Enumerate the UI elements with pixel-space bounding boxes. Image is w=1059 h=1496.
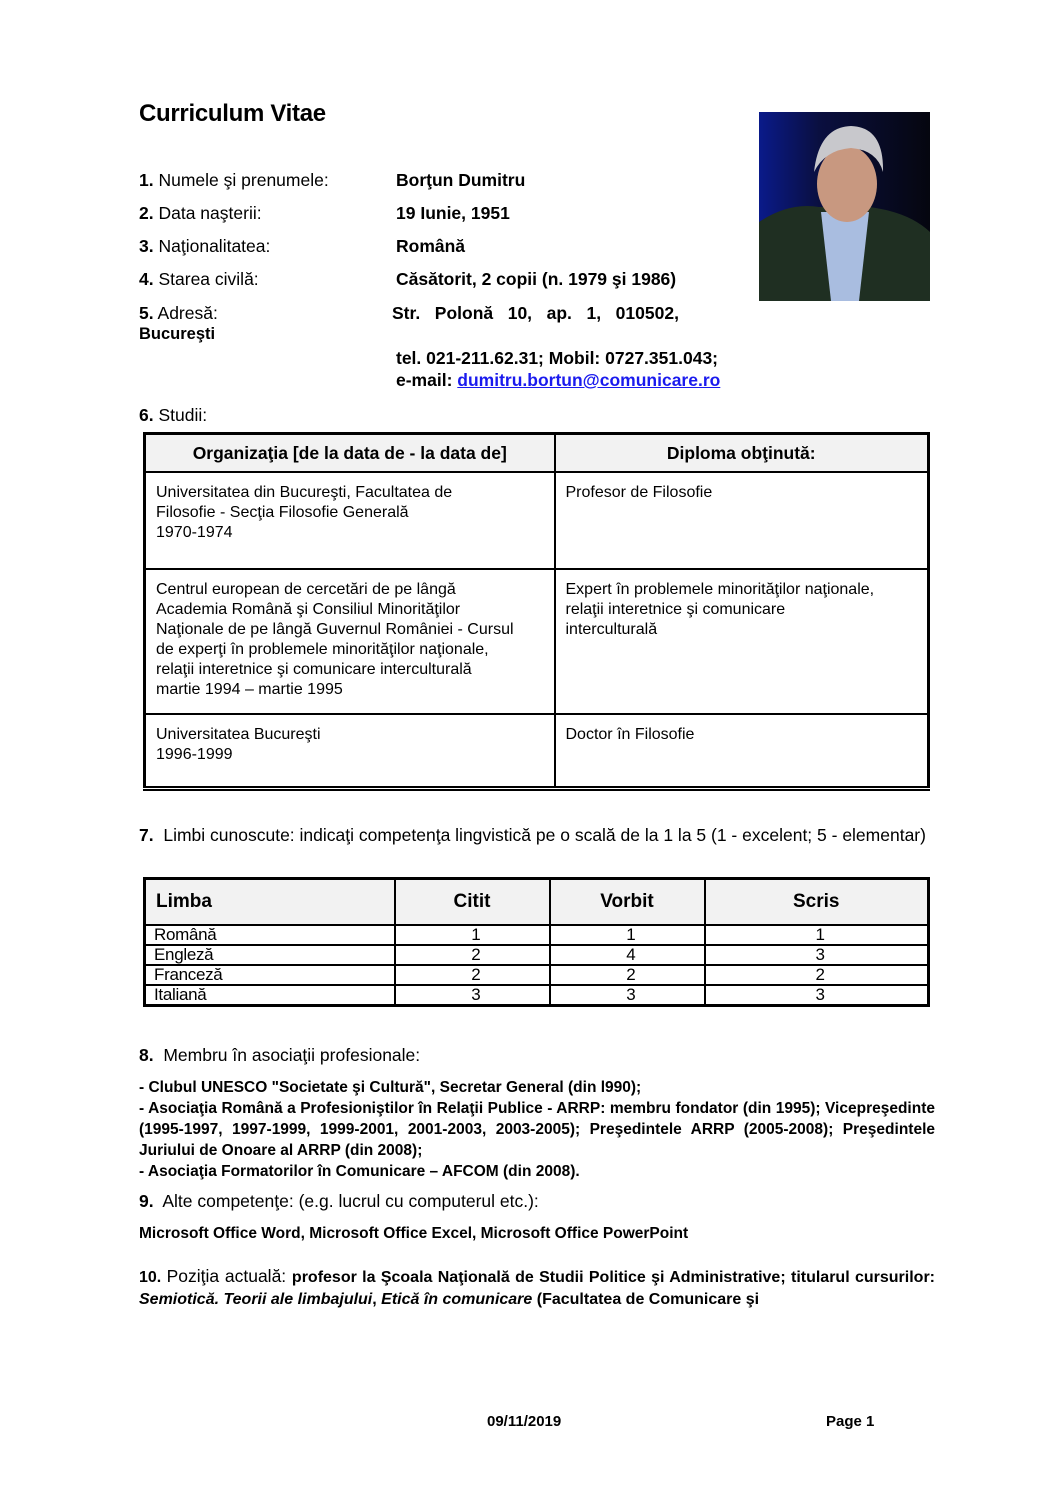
field-nationality-value: Română (396, 236, 466, 256)
language-name: Franceză (145, 965, 395, 985)
languages-header-spoken: Vorbit (550, 879, 705, 926)
association-item: - Asociaţia Română a Profesioniştilor în Relaţii Publice - ARRP: membru fondator (din 1995); Vicepreşedinte (1995-1997, 1997-1999, 1999-2001, 2001-2003, 2003-2005); Preşedintele ARRP (2005-2008); Preşedintele Juriului de Onoare al ARRP (din 2008); (139, 1100, 935, 1159)
studies-org-cell: Centrul european de cercetări de pe lângă Academia Română şi Consiliul Minorităţilor Naţionale de pe lângă Guvernul României - Cursul de experţi în problemele minorităţilor naţionale, relaţii interetnice şi comunicare interculturală martie 1994 – martie 1995 (145, 569, 555, 714)
portrait-image (759, 112, 930, 301)
languages-header-language: Limba (145, 879, 395, 926)
studies-table (143, 432, 930, 791)
studies-header-org: Organizaţia [de la data de - la data de] (145, 434, 555, 473)
section-associations-heading: 8. Membru în asociaţii profesionale: (139, 1045, 421, 1065)
table-row (145, 472, 929, 569)
field-address-label: 5. Adresă: (139, 303, 218, 323)
studies-header-diploma: Diploma obţinută: (555, 434, 929, 473)
studies-diploma-cell: Profesor de Filosofie (555, 472, 929, 569)
language-spoken: 1 (550, 925, 705, 945)
studies-header-row (145, 434, 929, 473)
field-birthdate-value: 19 Iunie, 1951 (396, 203, 510, 223)
footer-page-number: Page 1 (826, 1413, 875, 1430)
field-address-line: Str. Polonă 10, ap. 1, 010502, (392, 303, 679, 323)
languages-header-written: Scris (705, 879, 929, 926)
field-email: e-mail: dumitru.bortun@comunicare.ro (396, 370, 721, 390)
field-name-value: Borţun Dumitru (396, 170, 526, 190)
profile-photo (759, 112, 930, 301)
field-name-label: 1. Numele şi prenumele: (139, 170, 329, 190)
languages-table (143, 877, 930, 1007)
footer-date: 09/11/2019 (487, 1413, 562, 1430)
email-link[interactable]: dumitru.bortun@comunicare.ro (457, 370, 721, 390)
language-read: 3 (395, 985, 550, 1006)
table-row (145, 569, 929, 714)
language-name: Engleză (145, 945, 395, 965)
language-written: 3 (705, 945, 929, 965)
field-birthdate-label: 2. Data naşterii: (139, 203, 262, 223)
language-read: 2 (395, 965, 550, 985)
association-item: - Asociaţia Formatorilor în Comunicare – AFCOM (din 2008). (139, 1163, 580, 1180)
table-row (145, 925, 929, 945)
language-read: 2 (395, 945, 550, 965)
association-item: - Clubul UNESCO "Societate şi Cultură", Secretar General (din l990); (139, 1079, 642, 1096)
section-studies-heading: 6. Studii: (139, 405, 208, 425)
skills-value: Microsoft Office Word, Microsoft Office Excel, Microsoft Office PowerPoint (139, 1225, 689, 1242)
table-row (145, 945, 929, 965)
field-civil-status-label: 4. Starea civilă: (139, 269, 259, 289)
studies-org-cell: Universitatea Bucureşti 1996-1999 (145, 714, 555, 788)
associations-list (139, 1077, 935, 1182)
language-spoken: 2 (550, 965, 705, 985)
language-written: 1 (705, 925, 929, 945)
studies-diploma-cell: Expert în problemele minorităţilor naţionale, relaţii interetnice şi comunicare interculturală (555, 569, 929, 714)
language-read: 1 (395, 925, 550, 945)
language-spoken: 3 (550, 985, 705, 1006)
field-civil-status-value: Căsătorit, 2 copii (n. 1979 şi 1986) (396, 269, 677, 289)
language-name: Italiană (145, 985, 395, 1006)
section-skills-heading: 9. Alte competenţe: (e.g. lucrul cu computerul etc.): (139, 1191, 539, 1211)
language-name: Română (145, 925, 395, 945)
language-written: 3 (705, 985, 929, 1006)
course-name: Semiotică. Teorii ale limbajului (139, 1291, 373, 1308)
field-phone: tel. 021-211.62.31; Mobil: 0727.351.043; (396, 348, 718, 368)
table-row (145, 965, 929, 985)
section-languages-heading: 7. Limbi cunoscute: indicaţi competenţa lingvistică pe o scală de la 1 la 5 (1 - excelent; 5 - elementar) (139, 825, 926, 845)
studies-org-cell: Universitatea din Bucureşti, Facultatea de Filosofie - Secţia Filosofie Generală 1970-1974 (145, 472, 555, 569)
languages-header-row (145, 879, 929, 926)
table-row (145, 714, 929, 788)
studies-diploma-cell: Doctor în Filosofie (555, 714, 929, 788)
document-title: Curriculum Vitae (139, 100, 326, 127)
field-address-city: Bucureşti (139, 325, 216, 343)
field-nationality-label: 3. Naţionalitatea: (139, 236, 271, 256)
language-spoken: 4 (550, 945, 705, 965)
languages-header-read: Citit (395, 879, 550, 926)
course-name: Etică în comunicare (381, 1291, 533, 1308)
section-position: 10. Poziţia actuală: profesor la Şcoala Naţională de Studii Politice şi Administrative; titularul cursurilor: Semiotică. Teorii ale limbajului, Etică în comunicare (Facultatea de Comunicare şi (139, 1266, 936, 1308)
language-written: 2 (705, 965, 929, 985)
table-row (145, 985, 929, 1006)
